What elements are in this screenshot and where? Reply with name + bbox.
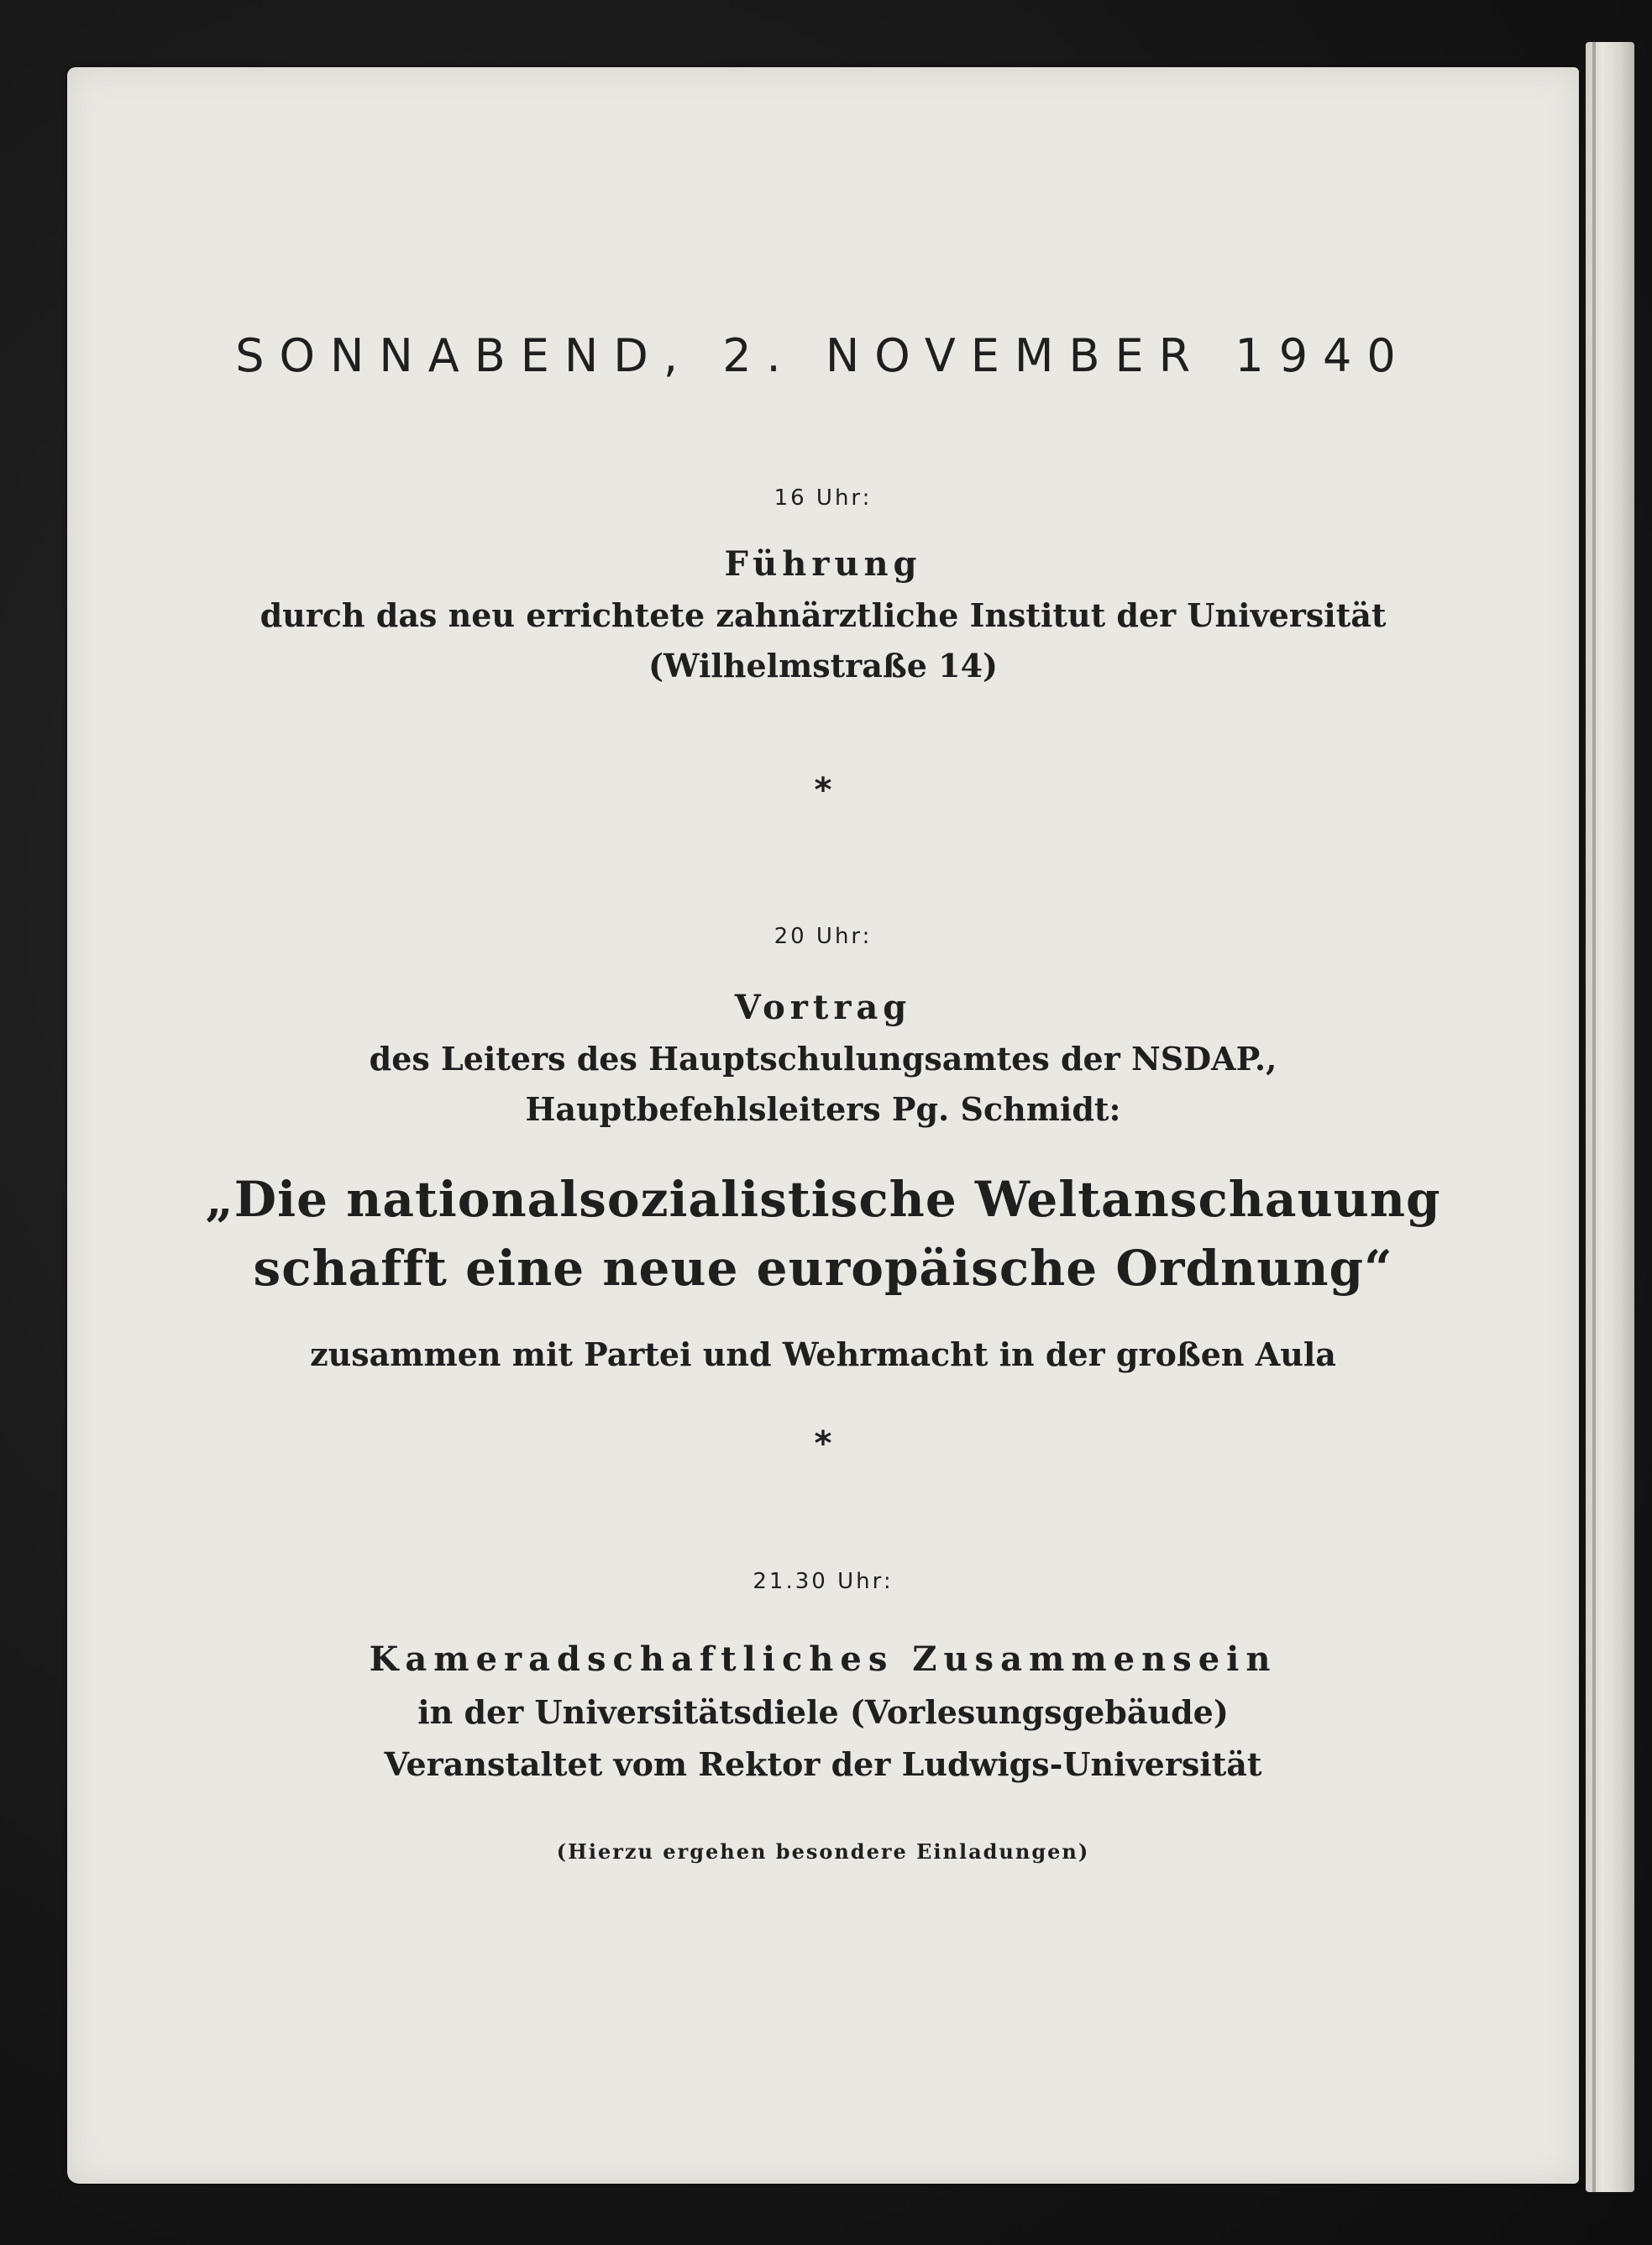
separator-star-2: *: [814, 1424, 832, 1463]
event-3-time: 21.30 Uhr:: [753, 1569, 894, 1594]
lecture-title-line-2: schafft eine neue europäische Ordnung“: [253, 1240, 1393, 1297]
event-2-line-2: Hauptbefehlsleiters Pg. Schmidt:: [525, 1090, 1121, 1128]
event-2-title: Vortrag: [734, 988, 912, 1027]
event-3-note: (Hierzu ergehen besondere Einladungen): [556, 1839, 1090, 1864]
binding-edge: [1586, 42, 1634, 2192]
event-1-line-1: durch das neu errichtete zahnärztliche Institut der Universität: [260, 596, 1387, 634]
event-3-line-1: in der Universitätsdiele (Vorlesungsgebäude): [417, 1693, 1229, 1731]
event-1-line-2: (Wilhelmstraße 14): [648, 647, 999, 685]
date-heading: SONNABEND, 2. NOVEMBER 1940: [235, 329, 1411, 382]
binding-seam: [1592, 42, 1596, 2192]
event-3-line-2: Veranstaltet vom Rektor der Ludwigs-Universität: [384, 1745, 1262, 1783]
event-2-line-1: des Leiters des Hauptschulungsamtes der NSDAP.,: [369, 1040, 1277, 1078]
event-1-title: Führung: [724, 544, 922, 584]
separator-star-1: *: [814, 771, 832, 810]
document-page: [67, 67, 1579, 2184]
event-1-time: 16 Uhr:: [774, 485, 873, 511]
event-2-time: 20 Uhr:: [774, 924, 873, 949]
lecture-title-line-1: „Die nationalsozialistische Weltanschauung: [205, 1171, 1441, 1228]
page-content: [67, 67, 1579, 2184]
event-2-after: zusammen mit Partei und Wehrmacht in der großen Aula: [310, 1335, 1336, 1373]
event-3-title: Kameradschaftliches Zusammensein: [369, 1639, 1277, 1679]
